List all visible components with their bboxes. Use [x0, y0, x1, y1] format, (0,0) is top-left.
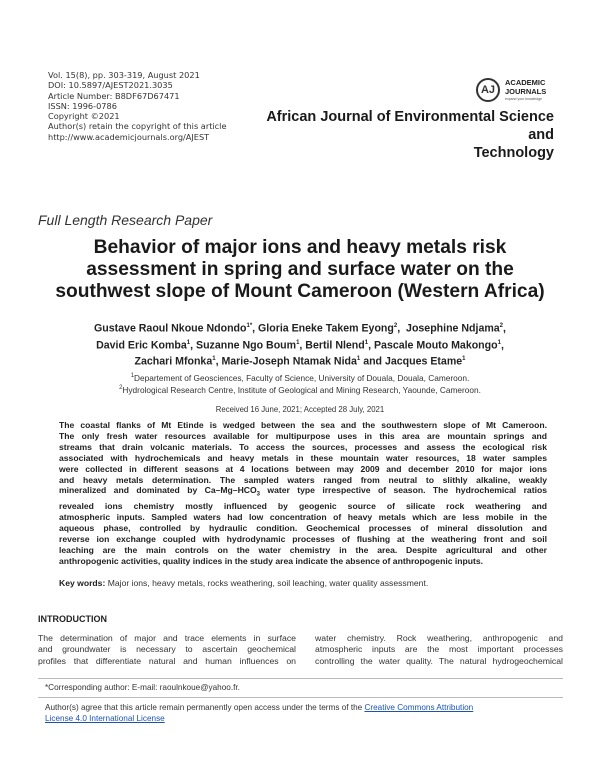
author: Zachari Mfonka	[134, 356, 213, 368]
author: Jacques Etame	[384, 356, 463, 368]
author: Bertil Nlend	[305, 339, 365, 352]
journal-url[interactable]: http://www.academicjournals.org/AJEST	[48, 131, 210, 142]
keywords-label: Key words:	[59, 578, 106, 588]
issn: ISSN: 1996-0786	[48, 100, 117, 111]
author: David Eric Komba	[96, 339, 187, 352]
body-column-right: water chemistry. Rock weathering, anthropogenic and atmospheric inputs are the most important processes controlling the water quality. The natural hydrogeochemical	[315, 633, 563, 666]
affiliations	[40, 371, 560, 396]
journal-name: African Journal of Environmental Science and Technology	[266, 109, 554, 161]
aj-logo-icon: AJ	[476, 78, 500, 102]
volume-info: Vol. 15(8), pp. 303-319, August 2021	[48, 70, 200, 80]
logo-wordmark: ACADEMIC JOURNALS	[505, 78, 547, 96]
keywords-text: Major ions, heavy metals, rocks weathering, soil leaching, water quality assessment.	[105, 578, 429, 588]
license-link[interactable]: Creative Commons Attribution	[364, 703, 474, 712]
rights-statement: Author(s) retain the copyright of this article	[48, 121, 227, 132]
author: Pascale Mouto Makongo	[373, 339, 498, 352]
section-heading-introduction: INTRODUCTION	[38, 614, 107, 624]
article-metadata	[48, 70, 227, 142]
footer-divider	[38, 678, 563, 679]
affiliation: $^1$Departement of Geosciences, Faculty of Science, University of Douala, Douala, Cameroon.	[130, 372, 470, 383]
author: Gloria Eneke Takem Eyong	[258, 322, 394, 335]
author-list: Gustave Raoul Nkoue Ndondo$^{1*}$, Gloria Eneke Takem Eyong$^2$, Josephine Ndjama$^2$, David Eric Komba$^1$, Suzanne Ngo Boum$^1$, Bertil Nlend$^1$, Pascale Mouto Makongo$^1$, Zachari Mfonka$^1$, Marie-Joseph Ntamak Nida$^1$ and Jacques Etame$^1$	[94, 322, 506, 368]
copyright: Copyright ©2021	[48, 111, 120, 122]
author: Marie-Joseph Ntamak Nida	[221, 356, 357, 368]
paper-title: Behavior of major ions and heavy metals risk assessment in spring and surface water on the southwest slope of Mount Cameroon (Western Africa)	[55, 237, 545, 302]
received-accepted-dates: Received 16 June, 2021; Accepted 28 July, 2021	[215, 405, 385, 414]
affiliation: $^2$Hydrological Research Centre, Institute of Geological and Mining Research, Yaounde, Cameroon.	[119, 385, 481, 396]
license-link[interactable]: License 4.0 International License	[45, 713, 165, 723]
corresponding-author: *Corresponding author: E-mail: raoulnkoue@yahoo.fr.	[45, 683, 240, 692]
doi: DOI: 10.5897/AJEST2021.3035	[48, 80, 173, 91]
academic-journals-logo	[476, 78, 576, 104]
license-statement: Author(s) agree that this article remain permanently open access under the terms of the Creative Commons Attribution License 4.0 International License	[45, 703, 474, 723]
paper-type: Full Length Research Paper	[38, 212, 213, 228]
keywords	[59, 578, 428, 588]
article-number: Article Number: B8DF67D67471	[48, 90, 180, 101]
abstract: The coastal flanks of Mt Etinde is wedged between the sea and the southwestern slope of Mt Cameroon. The only fresh water resources available for multipurpose uses in this area are mountain springs and streams that drain volcanic materials. To access the sources, processes and assess the ecological risk associated with hydrochemicals and heavy metals in these mountain water resources, 18 water samples were collected in different seasons at 4 locations between may 2009 and december 2010 for major ions and heavy metals determination. The sampled waters ranged from neutral to slithly alkaline, weakly mineralized and dominated by $Ca-Mg-HCO_3$ water type irrespective of season. The hydrochemical ratios revealed ions chemistry mostly influenced by geogenic source of silicate rock weathering and atmospheric inputs. Sampled waters had low concentration of heavy metals which are less mobile in the aqueous phase, controlled by hydraulic condition. Geochemical processes of mineral dissolution and reverse ion exchange coupled with hydrodynamic processes of flushing at the weathering front and soil leaching are the main controls on the water chemistry in the area. Despite agricultural and other anthropogenic activities, quality indices in the study area indicate the absence of anthropogenic inputs.	[59, 420, 547, 566]
author: Gustave Raoul Nkoue Ndondo	[94, 322, 247, 335]
footer-divider	[38, 697, 563, 698]
author: Josephine Ndjama	[406, 322, 500, 335]
logo-tagline: expand your knowledge	[505, 97, 542, 101]
body-column-left: The determination of major and trace elements in surface and groundwater is necessary to ascertain geochemical profiles that differentiate natural and human influences on	[38, 633, 296, 666]
author: Suzanne Ngo Boum	[196, 339, 297, 352]
